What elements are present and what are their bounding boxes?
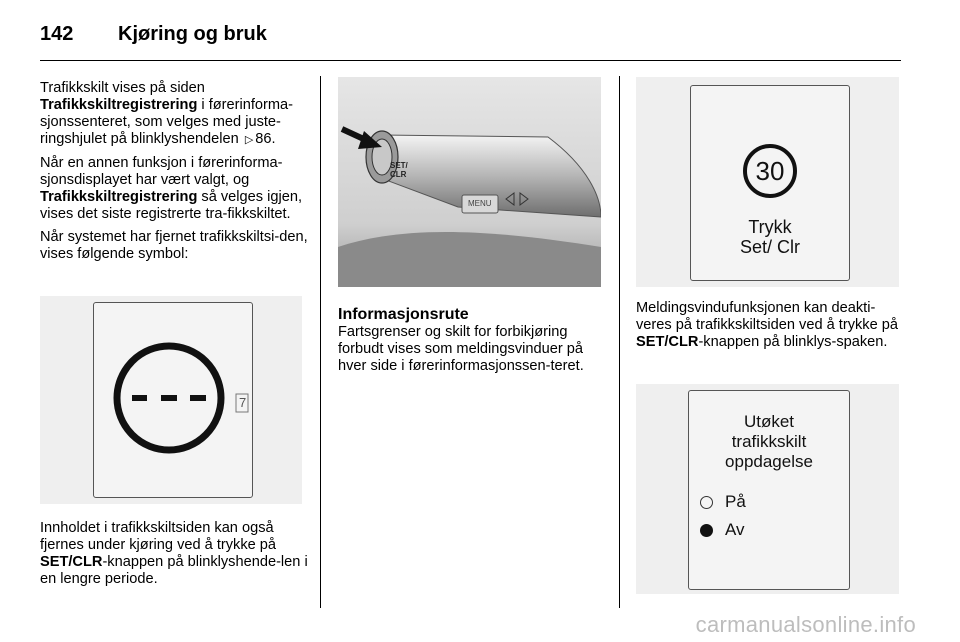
lever-menu-label: MENU: [468, 199, 492, 208]
chapter-title: Kjøring og bruk: [118, 22, 267, 45]
speed-sign-value: 30: [755, 156, 785, 186]
radio-unselected-icon: [700, 496, 713, 509]
paragraph-2: Når en annen funksjon i førerinforma-sjonsdisplayet har vært valgt, og Trafikkskiltregistrering så velges igjen, vises det siste registrerte tra-fikkskiltet.: [40, 155, 303, 222]
figure-lever: [338, 77, 601, 287]
figure-sign-removed: [40, 296, 302, 504]
no-sign-icon: [40, 296, 302, 504]
page-reference-icon: ▷: [244, 134, 254, 146]
section-title: Informasjonsrute: [338, 306, 469, 323]
column-divider-1: [320, 76, 321, 608]
figure-mark: 7: [239, 395, 247, 410]
paragraph-deactivate: Meldingsvindufunksjonen kan deakti-veres på trafikkskiltsiden ved å trykke på SET/CLR-knappen på blinklys-spaken.: [636, 300, 898, 350]
page-header: [40, 14, 267, 54]
header-rule: [40, 60, 901, 61]
column-1-text-top: [40, 80, 308, 269]
page-number: 142: [40, 22, 74, 45]
column-2-text: [338, 305, 606, 381]
paragraph-4: Innholdet i trafikkskiltsiden kan også fjernes under kjøring ved å trykke på SET/CLR-knappen på blinklyshende-len i en lengre periode.: [40, 520, 308, 587]
paragraph-1: Trafikkskilt vises på siden Trafikkskiltregistrering i førerinforma-sjonssenteret, som velges med juste-ringshjulet på blinklyshendelen ▷ 86.: [40, 80, 294, 147]
column-1-text-bottom: [40, 520, 308, 594]
panel-instruction: Trykk Set/ Clr: [739, 217, 800, 257]
radio-selected-icon: [700, 524, 713, 537]
lever-illustration: [338, 77, 601, 287]
option-off[interactable]: Av: [700, 520, 745, 540]
figure-speed-sign: [636, 77, 899, 287]
lever-label-clr: CLR: [390, 170, 407, 179]
watermark: carmanualsonline.info: [695, 612, 916, 637]
paragraph-3: Når systemet har fjernet trafikkskiltsi-den, vises følgende symbol:: [40, 229, 308, 262]
lever-label-set: SET/: [390, 161, 408, 170]
column-3-text: [636, 300, 904, 357]
option-on[interactable]: På: [700, 492, 746, 512]
menu-title: Utøket trafikkskilt oppdagelse: [725, 412, 813, 471]
column-divider-2: [619, 76, 620, 608]
section-body: Fartsgrenser og skilt for forbikjøring forbudt vises som meldingsvinduer på hver side i førerinformasjonssen-teret.: [338, 324, 584, 374]
figure-menu-panel: [636, 384, 899, 594]
